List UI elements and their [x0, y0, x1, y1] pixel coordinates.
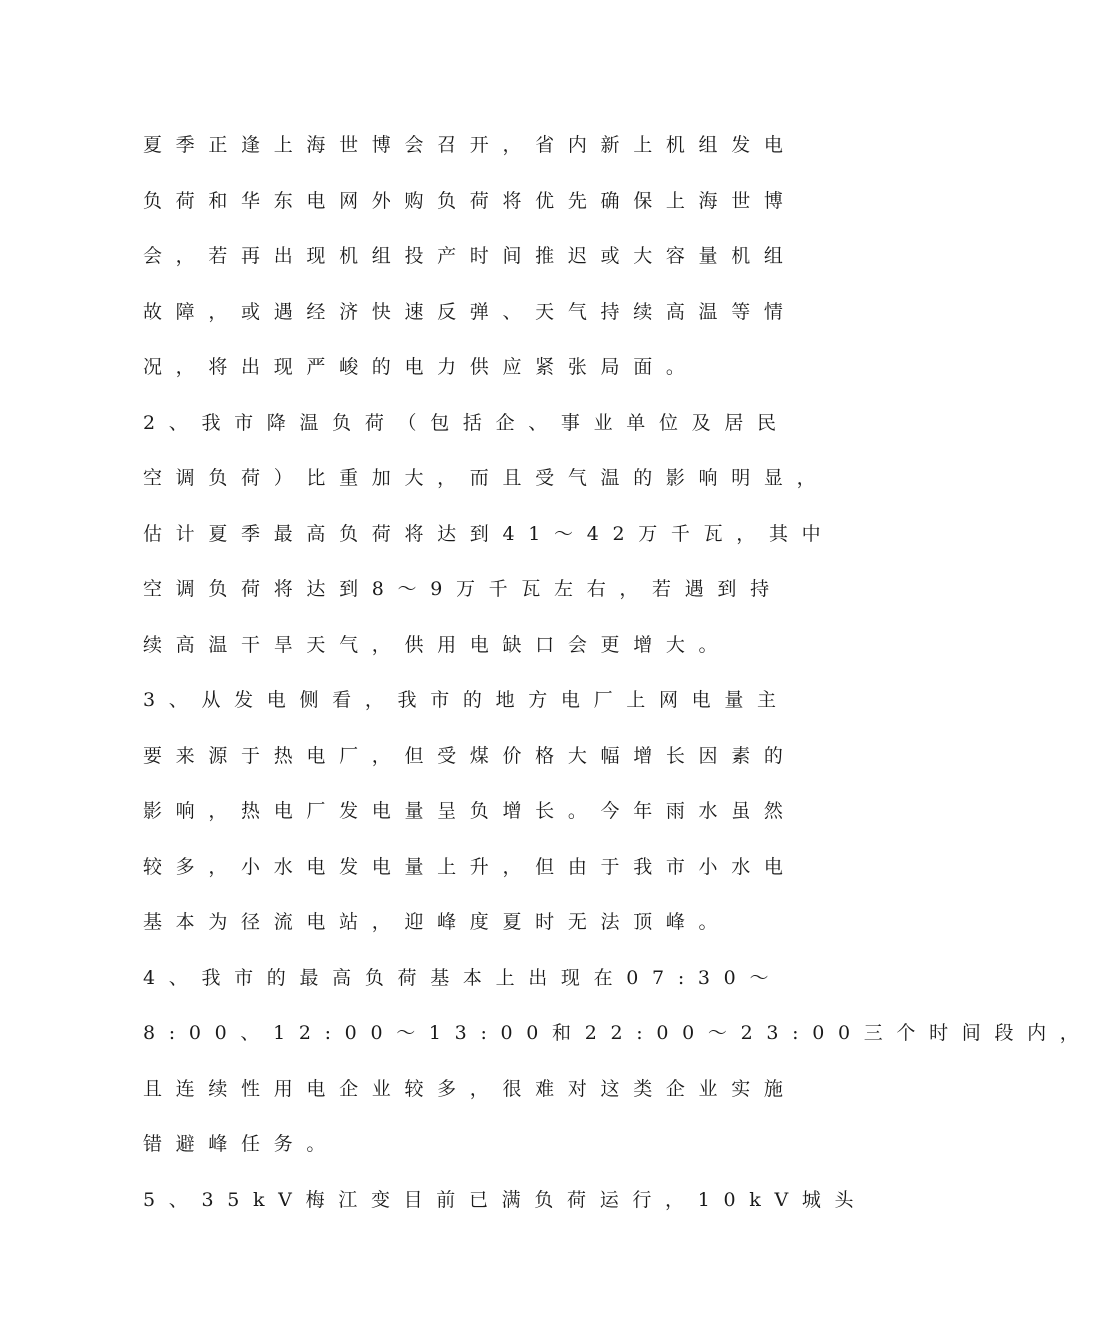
- text-line: 2、我市降温负荷（包括企、事业单位及居民: [143, 411, 790, 434]
- text-line: 较多，小水电发电量上升，但由于我市小水电: [143, 855, 797, 878]
- body-text: [143, 118, 1093, 1228]
- text-line: 夏季正逢上海世博会召开，省内新上机组发电: [143, 134, 797, 156]
- text-line: 影响，热电厂发电量呈负增长。今年雨水虽然: [143, 800, 797, 822]
- text-line: 错避峰任务。: [143, 1133, 340, 1155]
- text-line: 故障，或遇经济快速反弹、天气持续高温等情: [143, 300, 797, 323]
- text-line: 4、我市的最高负荷基本上出现在07:30～: [143, 966, 783, 989]
- text-line: 会，若再出现机组投产时间推迟或大容量机组: [143, 245, 797, 267]
- text-line: 且连续性用电企业较多，很难对这类企业实施: [143, 1077, 797, 1100]
- text-line: 8:00、12:00～13:00和22:00～23:00三个时间段内，: [143, 1022, 1093, 1044]
- text-line: 基本为径流电站，迎峰度夏时无法顶峰。: [143, 911, 732, 933]
- text-line: 空调负荷）比重加大，而且受气温的影响明显，: [143, 467, 830, 489]
- text-line: 负荷和华东电网外购负荷将优先确保上海世博: [143, 189, 797, 212]
- text-line: 续高温干旱天气，供用电缺口会更增大。: [143, 633, 732, 656]
- text-line: 估计夏季最高负荷将达到41～42万千瓦，其中: [143, 522, 835, 545]
- text-line: 要来源于热电厂，但受煤价格大幅增长因素的: [143, 744, 797, 767]
- text-line: 空调负荷将达到8～9万千瓦左右，若遇到持: [143, 578, 783, 600]
- text-line: 5、35kV梅江变目前已满负荷运行，10kV城头: [143, 1188, 868, 1211]
- text-line: 况，将出现严峻的电力供应紧张局面。: [143, 356, 699, 378]
- text-line: 3、从发电侧看，我市的地方电厂上网电量主: [143, 689, 790, 711]
